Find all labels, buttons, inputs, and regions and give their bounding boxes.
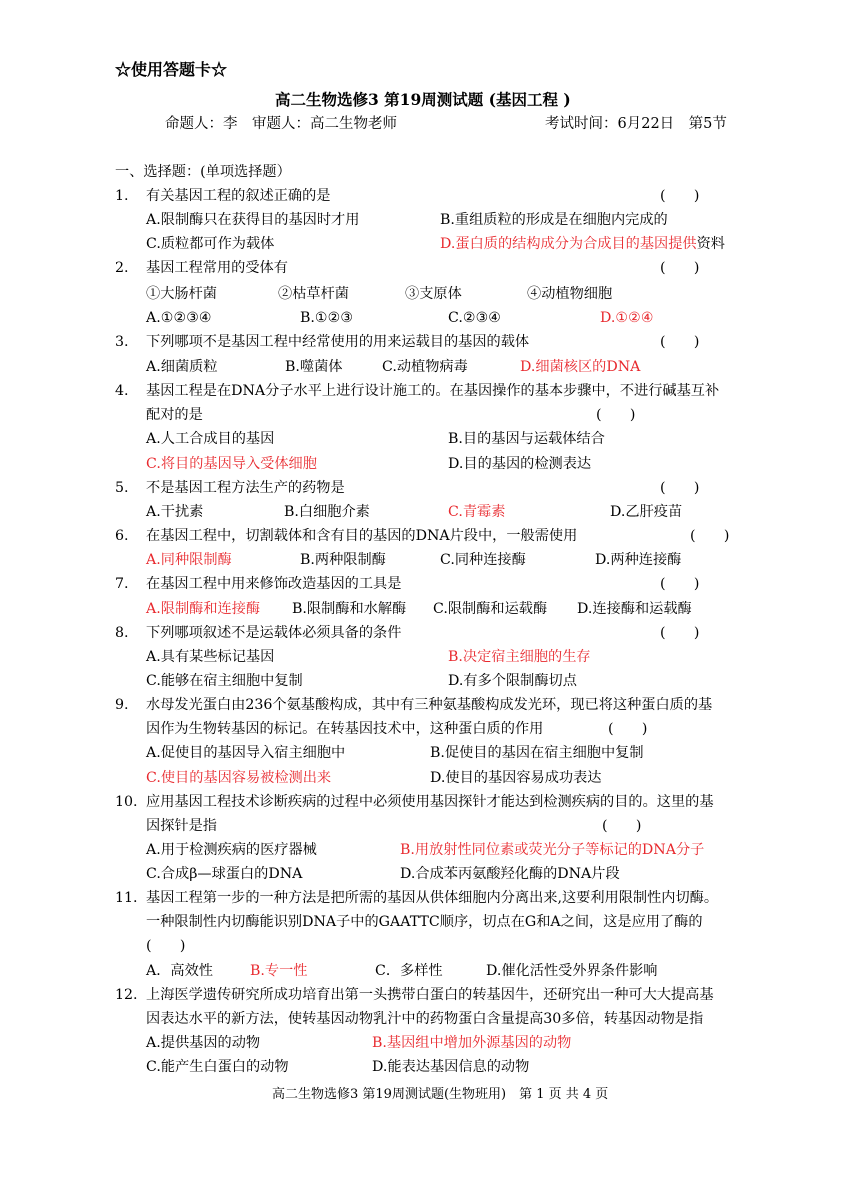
correct-option: B.专一性: [250, 963, 308, 979]
question-text: 配对的是: [146, 407, 203, 423]
correct-option: A.同种限制酶: [146, 552, 232, 568]
option: B.两种限制酶: [300, 552, 386, 568]
question-number: 5.: [115, 480, 129, 496]
option: A.具有某些标记基因: [146, 649, 275, 665]
question-text: 水母发光蛋白由236个氨基酸构成，其中有三种氨基酸构成发光环，现已将这种蛋白质的基: [146, 697, 713, 713]
correct-option: D.细菌核区的DNA: [520, 359, 641, 375]
question-text: 因作为生物转基因的标记。在转基因技术中，这种蛋白质的作用: [146, 721, 544, 737]
list-item: ②枯草杆菌: [278, 286, 349, 302]
option: B.噬菌体: [285, 359, 343, 375]
answer-card-label: ☆使用答题卡☆: [115, 60, 228, 79]
correct-option: B.决定宿主细胞的生存: [448, 649, 591, 665]
question-number: 6.: [115, 528, 129, 544]
option: C.②③④: [448, 310, 502, 326]
question-text: 下列哪项不是基因工程中经常使用的用来运载目的基因的载体: [146, 334, 530, 350]
answer-bracket: ( ): [608, 721, 648, 737]
question-number: 4.: [115, 383, 129, 399]
question-number: 2.: [115, 260, 129, 276]
question-text: 因探针是指: [146, 818, 217, 834]
exam-time: 考试时间：6月22日 第5节: [545, 116, 727, 132]
option: D.使目的基因容易成功表达: [430, 770, 602, 786]
answer-bracket: ( ): [660, 334, 700, 350]
question-text: 上海医学遗传研究所成功培育出第一头携带白蛋白的转基因牛，还研究出一种可大大提高基: [146, 987, 714, 1003]
page-footer: 高二生物选修3 第19周测试题(生物班用) 第 1 页 共 4 页: [272, 1087, 609, 1102]
option: B.①②③: [300, 310, 354, 326]
question-text: 因表达水平的新方法，使转基因动物乳汁中的药物蛋白含量提高30多倍，转基因动物是指: [146, 1011, 704, 1027]
option: C.质粒都可作为载体: [146, 236, 275, 252]
question-number: 7.: [115, 576, 129, 592]
question-number: 9.: [115, 697, 129, 713]
option: C.限制酶和运载酶: [433, 601, 548, 617]
option: D.乙肝疫苗: [610, 504, 683, 520]
option: C.能产生白蛋白的动物: [146, 1059, 289, 1075]
option: D.两种连接酶: [595, 552, 682, 568]
answer-bracket: ( ): [602, 818, 642, 834]
answer-bracket: ( ): [660, 260, 700, 276]
answer-bracket: ( ): [660, 625, 700, 641]
option: B.促使目的基因在宿主细胞中复制: [430, 745, 644, 761]
question-number: 3.: [115, 334, 129, 350]
correct-option: A.限制酶和连接酶: [146, 601, 261, 617]
question-number: 1.: [115, 188, 129, 204]
option: B.目的基因与运载体结合: [448, 431, 605, 447]
correct-option: D.①②④: [600, 310, 654, 326]
option: A．高效性: [146, 963, 213, 979]
option: D.有多个限制酶切点: [448, 673, 577, 689]
correct-option: C.青霉素: [448, 504, 506, 520]
answer-bracket: ( ): [660, 188, 700, 204]
option: B.限制酶和水解酶: [292, 601, 407, 617]
section-title: 一、选择题：(单项选择题）: [115, 164, 291, 180]
option: A.①②③④: [146, 310, 212, 326]
option: C.合成β—球蛋白的DNA: [146, 866, 303, 882]
question-text: 不是基因工程方法生产的药物是: [146, 480, 345, 496]
list-item: ③支原体: [405, 286, 462, 302]
correct-option: B.用放射性同位素或荧光分子等标记的DNA分子: [400, 842, 705, 858]
option: B.重组质粒的形成是在细胞内完成的: [440, 212, 668, 228]
answer-bracket: ( ): [660, 480, 700, 496]
question-text: 基因工程是在DNA分子水平上进行设计施工的。在基因操作的基本步骤中，不进行碱基互补: [146, 383, 720, 399]
question-text: 应用基因工程技术诊断疾病的过程中必须使用基因探针才能达到检测疾病的目的。这里的基: [146, 794, 714, 810]
option: D.催化活性受外界条件影响: [486, 963, 658, 979]
question-text: 一种限制性内切酶能识别DNA子中的GAATTC顺序，切点在G和A之间，这是应用了酶的: [146, 914, 703, 930]
option: C.同种连接酶: [440, 552, 526, 568]
option: A.促使目的基因导入宿主细胞中: [146, 745, 346, 761]
correct-option: C.使目的基因容易被检测出来: [146, 770, 332, 786]
answer-highlight: D.蛋白质的结构成分为合成目的基因提供: [440, 236, 697, 252]
option: A.人工合成目的基因: [146, 431, 275, 447]
question-text: 基因工程常用的受体有: [146, 260, 288, 276]
option: C.动植物病毒: [382, 359, 468, 375]
option: D.合成苯丙氨酸羟化酶的DNA片段: [400, 866, 620, 882]
option: A.干扰素: [146, 504, 204, 520]
option: D.连接酶和运载酶: [577, 601, 692, 617]
option: D.能表达基因信息的动物: [372, 1059, 530, 1075]
question-number: 8.: [115, 625, 129, 641]
option: D.目的基因的检测表达: [448, 456, 592, 472]
option: C.能够在宿主细胞中复制: [146, 673, 303, 689]
answer-bracket: ( ): [596, 407, 636, 423]
option: A.限制酶只在获得目的基因时才用: [146, 212, 360, 228]
answer-bracket: ( ): [146, 938, 186, 954]
question-text: 在基因工程中，切割载体和含有目的基因的DNA片段中，一般需使用: [146, 528, 578, 544]
question-text: 在基因工程中用来修饰改造基因的工具是: [146, 576, 402, 592]
option: A.提供基因的动物: [146, 1035, 261, 1051]
option: C．多样性: [375, 963, 443, 979]
page-title: 高二生物选修3 第19周测试题 (基因工程 ): [275, 90, 571, 109]
correct-option: C.将目的基因导入受体细胞: [146, 456, 317, 472]
question-text: 基因工程第一步的一种方法是把所需的基因从供体细胞内分离出来,这要利用限制性内切酶。: [146, 890, 719, 906]
question-number: 11.: [115, 890, 138, 906]
question-text: 有关基因工程的叙述正确的是: [146, 188, 331, 204]
answer-bracket: ( ): [690, 528, 730, 544]
correct-option: B.基因组中增加外源基因的动物: [372, 1035, 572, 1051]
question-number: 12.: [115, 987, 138, 1003]
option: B.白细胞介素: [284, 504, 370, 520]
question-number: 10.: [115, 794, 138, 810]
list-item: ④动植物细胞: [527, 286, 613, 302]
option: [440, 234, 725, 254]
exam-setter: 命题人：李 审题人：高二生物老师: [165, 116, 397, 132]
option-suffix: 资料: [696, 236, 725, 252]
answer-bracket: ( ): [660, 576, 700, 592]
list-item: ①大肠杆菌: [146, 286, 217, 302]
question-text: 下列哪项叙述不是运载体必须具备的条件: [146, 625, 402, 641]
option: A.用于检测疾病的医疗器械: [146, 842, 317, 858]
option: A.细菌质粒: [146, 359, 218, 375]
